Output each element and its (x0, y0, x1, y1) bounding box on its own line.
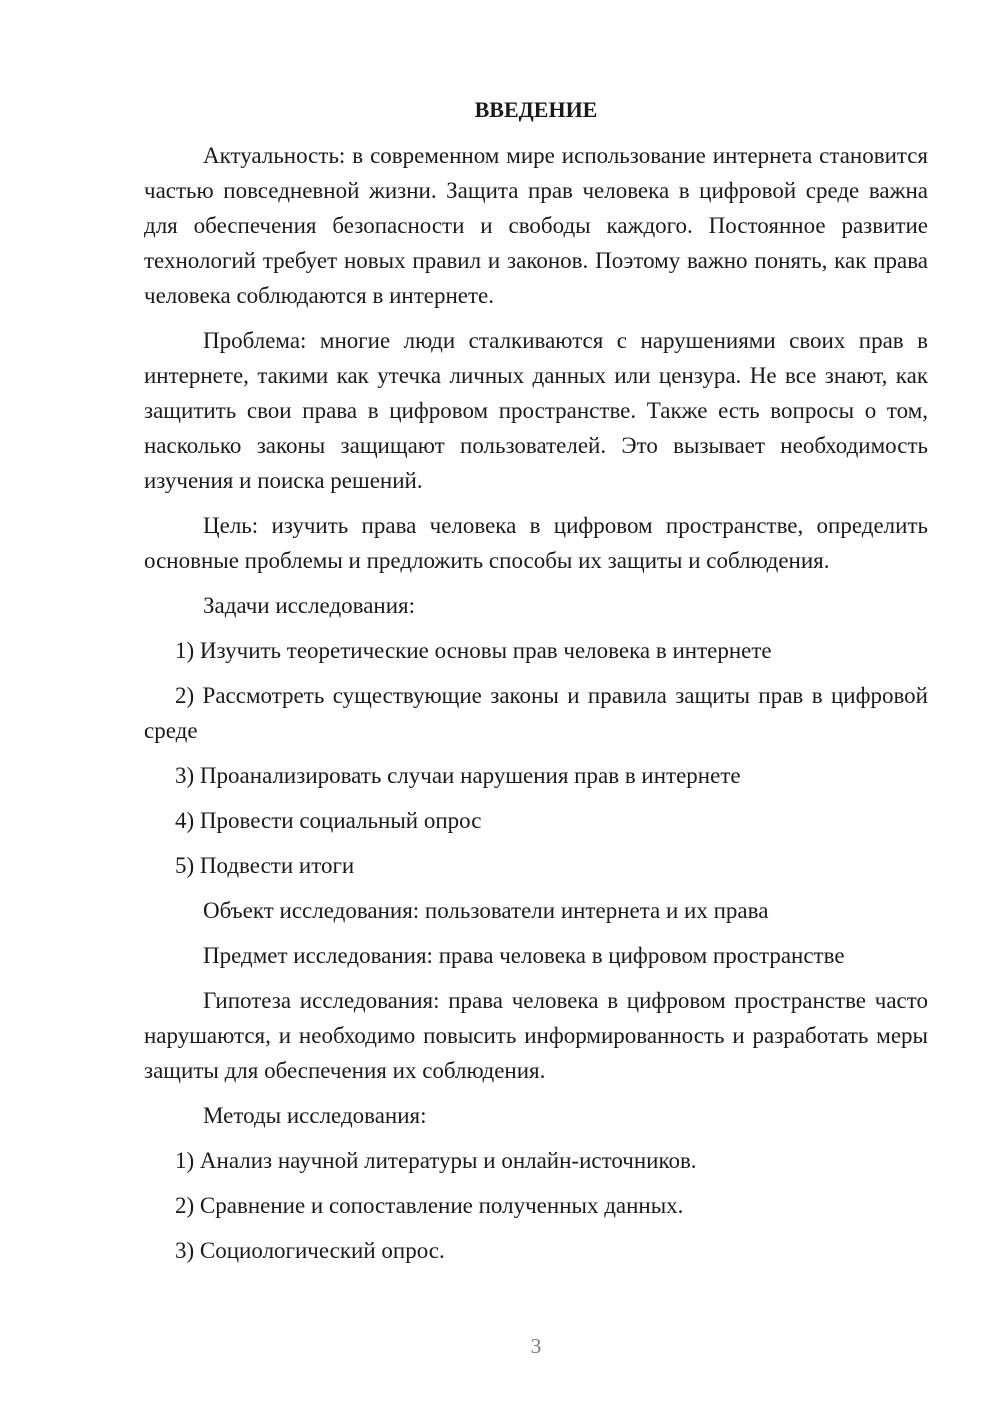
relevance-paragraph: Актуальность: в современном мире использование интернета становится частью повседневной жизни. Защита прав человека в цифровой среде важна для обеспечения безопасности и свободы каждого. Постоянное развитие технологий требует новых правил и законов. Поэтому важно понять, как права человека соблюдаются в интернете. (144, 143, 928, 308)
task-item-4: 4) Провести социальный опрос (175, 808, 482, 833)
method-item-3: 3) Социологический опрос. (175, 1238, 445, 1263)
task-item-5: 5) Подвести итоги (175, 853, 355, 878)
method-item-2: 2) Сравнение и сопоставление полученных данных. (175, 1193, 684, 1218)
object-line: Объект исследования: пользователи интернета и их права (203, 898, 769, 923)
goal-paragraph: Цель: изучить права человека в цифровом пространстве, определить основные проблемы и предложить способы их защиты и соблюдения. (144, 513, 928, 573)
task-item-1: 1) Изучить теоретические основы прав человека в интернете (175, 638, 772, 663)
subject-line: Предмет исследования: права человека в цифровом пространстве (203, 943, 845, 968)
document-page (144, 90, 928, 1278)
page-title: ВВЕДЕНИЕ (474, 97, 598, 122)
task-item-3: 3) Проанализировать случаи нарушения прав в интернете (175, 763, 741, 788)
tasks-heading: Задачи исследования: (203, 593, 416, 618)
page-number: 3 (530, 1334, 542, 1358)
problem-paragraph: Проблема: многие люди сталкиваются с нарушениями своих прав в интернете, такими как утечка личных данных или цензура. Не все знают, как защитить свои права в цифровом пространстве. Также есть вопросы о том, насколько законы защищают пользователей. Это вызывает необходимость изучения и поиска решений. (144, 328, 928, 493)
hypothesis-paragraph: Гипотеза исследования: права человека в цифровом пространстве часто нарушаются, и необходимо повысить информированность и разработать меры защиты для обеспечения их соблюдения. (144, 988, 928, 1083)
task-item-2: 2) Рассмотреть существующие законы и правила защиты прав в цифровой среде (144, 683, 928, 743)
method-item-1: 1) Анализ научной литературы и онлайн-источников. (175, 1148, 697, 1173)
methods-heading: Методы исследования: (203, 1103, 427, 1128)
